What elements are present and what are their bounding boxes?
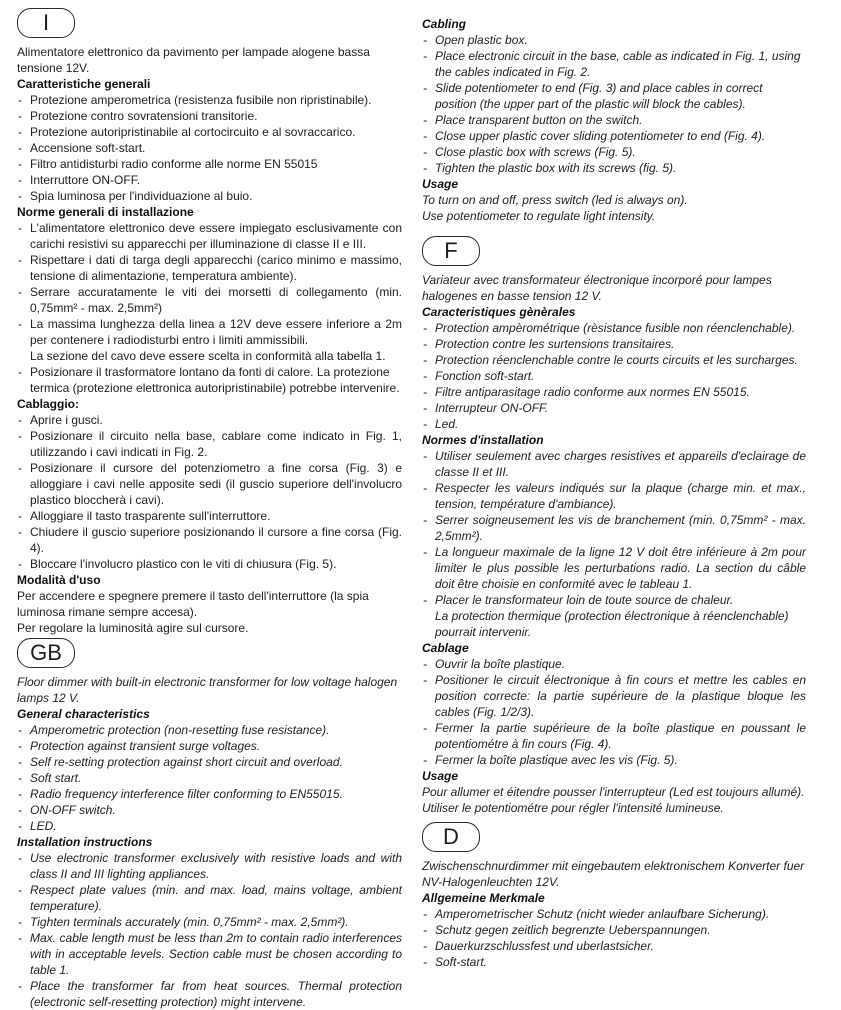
list-item: - Place electronic circuit in the base, cable as indicated in Fig. 1, using the cables indicated in Fig. 2. [422,48,806,80]
list-item: - Interrupteur ON-OFF. [422,400,806,416]
list-item: - Amperometrischer Schutz (nicht wieder anlaufbare Sicherung). [422,906,806,922]
list-item: - Soft-start. [422,954,806,970]
english-general-heading: General characteristics [17,707,150,721]
list-item: - Fermer la boîte plastique avec les vis (Fig. 5). [422,752,806,768]
list-item: - Rispettare i dati di targa degli apparecchi (carico minimo e massimo, tensione di alimentazione, temperatura ambiente). [17,252,402,284]
english-section [17,638,402,1010]
list-item: - Amperometric protection (non-resetting fuse resistance). [17,722,402,738]
german-intro: Zwischenschnurdimmer mit eingebautem elektronischem Konverter fuer NV-Halogenleuchten 12V. [422,859,805,889]
italian-intro: Alimentatore elettronico da pavimento per lampade alogene bassa tensione 12V. [17,45,370,75]
list-item: - Aprire i gusci. [17,412,402,428]
english-installation-list [17,850,402,1010]
list-item: - Accensione soft-start. [17,140,402,156]
french-intro: Variateur avec transformateur électronique incorporé pour lampes halogenes en basse tension 12 V. [422,273,772,303]
right-column [422,0,806,970]
language-badge-french: F [422,236,480,266]
italian-wiring-heading: Cablaggio: [17,397,79,411]
list-item: - Dauerkurzschlussfest und uberlastsicher. [422,938,806,954]
list-item: - Protezione autoripristinabile al cortocircuito e al sovraccarico. [17,124,402,140]
list-item: - Protection contre les surtensions transitaires. [422,336,806,352]
list-item: - Close plastic box with screws (Fig. 5). [422,144,806,160]
list-item: - Max. cable length must be less than 2m to contain radio interferences with in acceptable levels. Section cable must be chosen according to table 1. [17,930,402,978]
list-item: - Protezione amperometrica (resistenza fusibile non ripristinabile). [17,92,402,108]
english-general-list [17,722,402,834]
list-item: - Schutz gegen zeitlich begrenzte Ueberspannungen. [422,922,806,938]
italian-usage-line: Per accendere e spegnere premere il tasto dell'interruttore (la spia luminosa rimane sempre accesa). [17,589,369,619]
list-item: - Chiudere il guscio superiore posizionando il cursore a fine corsa (Fig. 4). [17,524,402,556]
italian-usage-line: Per regolare la luminosità agire sul cursore. [17,621,249,635]
list-item: - La massima lunghezza della linea a 12V deve essere inferiore a 2m per contenere i radiodisturbi entro i limiti ammissibili. [17,316,402,348]
french-installation-list [422,448,806,608]
list-item: - ON-OFF switch. [17,802,402,818]
italian-section [17,8,402,636]
list-item: - Ouvrir la boîte plastique. [422,656,806,672]
list-item: - LED. [17,818,402,834]
list-item: - Utiliser seulement avec charges resistives et appareils d'eclairage de classe II et III. [422,448,806,480]
list-item: - Protection ampèrométrique (rèsistance fusible non réenclenchable). [422,320,806,336]
list-item: - Posizionare il circuito nella base, cablare come indicato in Fig. 1, utilizzando i cavi indicati in Fig. 2. [17,428,402,460]
list-item: - Place transparent button on the switch. [422,112,806,128]
list-item: - Posizionare il cursore del potenziometro a fine corsa (Fig. 3) e alloggiare i cavi nelle apposite sedi (il guscio superiore dell'involucro plastico bloccherà i cavi). [17,460,402,508]
french-installation-heading: Normes d'installation [422,433,544,447]
english-section-continued [422,0,806,224]
italian-installation-heading: Norme generali di installazione [17,205,194,219]
list-item: - Slide potentiometer to end (Fig. 3) and place cables in correct position (the upper part of the plastic will block the cables). [422,80,806,112]
english-intro: Floor dimmer with built-in electronic transformer for low voltage halogen lamps 12 V. [17,675,398,705]
english-installation-heading: Installation instructions [17,835,153,849]
language-badge-italian: I [17,8,75,38]
list-item: - Tighten the plastic box with its screws (fig. 5). [422,160,806,176]
list-item: - Led. [422,416,806,432]
italian-installation-note: La sezione del cavo deve essere scelta in conformità alla tabella 1. [30,349,386,363]
italian-usage-heading: Modalità d'uso [17,573,101,587]
list-item: - La longueur maximale de la ligne 12 V doit être inférieure à 2m pour limiter le plus possible les perturbations radio. La section du câble doit être choisie en conformité avec le tableau 1. [422,544,806,592]
list-item: - Fermer la partie supérieure de la boîte plastique en poussant le potentiométre à fin cours (Fig. 4). [422,720,806,752]
list-item: - Interruttore ON-OFF. [17,172,402,188]
list-item: - Spia luminosa per l'individuazione al buio. [17,188,402,204]
english-usage-heading: Usage [422,177,459,191]
french-usage-line: Utiliser le potentiométre pour régler l'intensité lumineuse. [422,801,724,815]
list-item: - Positioner le circuit électronique à fin cours et mettre les cables en position correcte: la partie supérieure de la plastique bloque les cables (Fig. 1/2/3). [422,672,806,720]
list-item: - Serrer soigneusement les vis de branchement (min. 0,75mm² - max. 2,5mm²). [422,512,806,544]
list-item: - Protezione contro sovratensioni transitorie. [17,108,402,124]
list-item: - Tighten terminals accurately (min. 0,75mm² - max. 2,5mm²). [17,914,402,930]
list-item: - Place the transformer far from heat sources. Thermal protection (electronic self-resetting protection) might intervene. [17,978,402,1010]
french-cabling-list [422,656,806,768]
italian-wiring-list [17,412,402,572]
list-item: - Alloggiare il tasto trasparente sull'interruttore. [17,508,402,524]
italian-general-list [17,92,402,204]
list-item: - Protection against transient surge voltages. [17,738,402,754]
list-item: - Respect plate values (min. and max. load, mains voltage, ambient temperature). [17,882,402,914]
list-item: - Self re-setting protection against short circuit and overload. [17,754,402,770]
french-cabling-heading: Cablage [422,641,469,655]
french-installation-note: La protection thermique (protection électronique à réenclenchable) pourrait intervenir. [435,609,789,639]
french-usage-heading: Usage [422,769,459,783]
language-badge-german: D [422,822,480,852]
list-item: - Close upper plastic cover sliding potentiometer to end (Fig. 4). [422,128,806,144]
list-item: - Open plastic box. [422,32,806,48]
list-item: - Posizionare il trasformatore lontano da fonti di calore. La protezione termica (protezione elettronica autoripristinabile) potrebbe intervenire. [17,364,402,396]
list-item: - Fonction soft-start. [422,368,806,384]
list-item: - L'alimentatore elettronico deve essere impiegato esclusivamente con carichi resistivi su apparecchi per illuminazione di classe II e III. [17,220,402,252]
french-section [422,236,806,816]
italian-installation-list-continued [17,364,402,396]
french-general-list [422,320,806,432]
list-item: - Filtro antidisturbi radio conforme alle norme EN 55015 [17,156,402,172]
german-general-heading: Allgemeine Merkmale [422,891,545,905]
list-item: - Filtre antiparasitage radio conforme aux normes EN 55015. [422,384,806,400]
italian-general-heading: Caratteristiche generali [17,77,151,91]
list-item: - Use electronic transformer exclusively with resistive loads and with class II and III lighting appliances. [17,850,402,882]
left-column [17,0,402,1010]
english-cabling-heading: Cabling [422,17,466,31]
list-item: - Radio frequency interference filter conforming to EN55015. [17,786,402,802]
list-item: - Soft start. [17,770,402,786]
german-general-list [422,906,806,970]
german-section [422,822,806,970]
english-usage-line: Use potentiometer to regulate light intensity. [422,209,656,223]
french-general-heading: Caracteristiques gènèrales [422,305,576,319]
list-item: - Placer le transformateur loin de toute source de chaleur. [422,592,806,608]
french-usage-line: Pour allumer et éitendre pousser l'interrupteur (Led est toujours allumé). [422,785,805,799]
list-item: - Bloccare l'involucro plastico con le viti di chiusura (Fig. 5). [17,556,402,572]
italian-installation-list [17,220,402,348]
language-badge-english: GB [17,638,75,668]
english-usage-line: To turn on and off, press switch (led is always on). [422,193,688,207]
english-cabling-list [422,32,806,176]
list-item: - Serrare accuratamente le viti dei morsetti di collegamento (min. 0,75mm² - max. 2,5mm²) [17,284,402,316]
list-item: - Protection réenclenchable contre le courts circuits et les surcharges. [422,352,806,368]
list-item: - Respecter les valeurs indiqués sur la plaque (charge min. et max., tension, température d'ambiance). [422,480,806,512]
